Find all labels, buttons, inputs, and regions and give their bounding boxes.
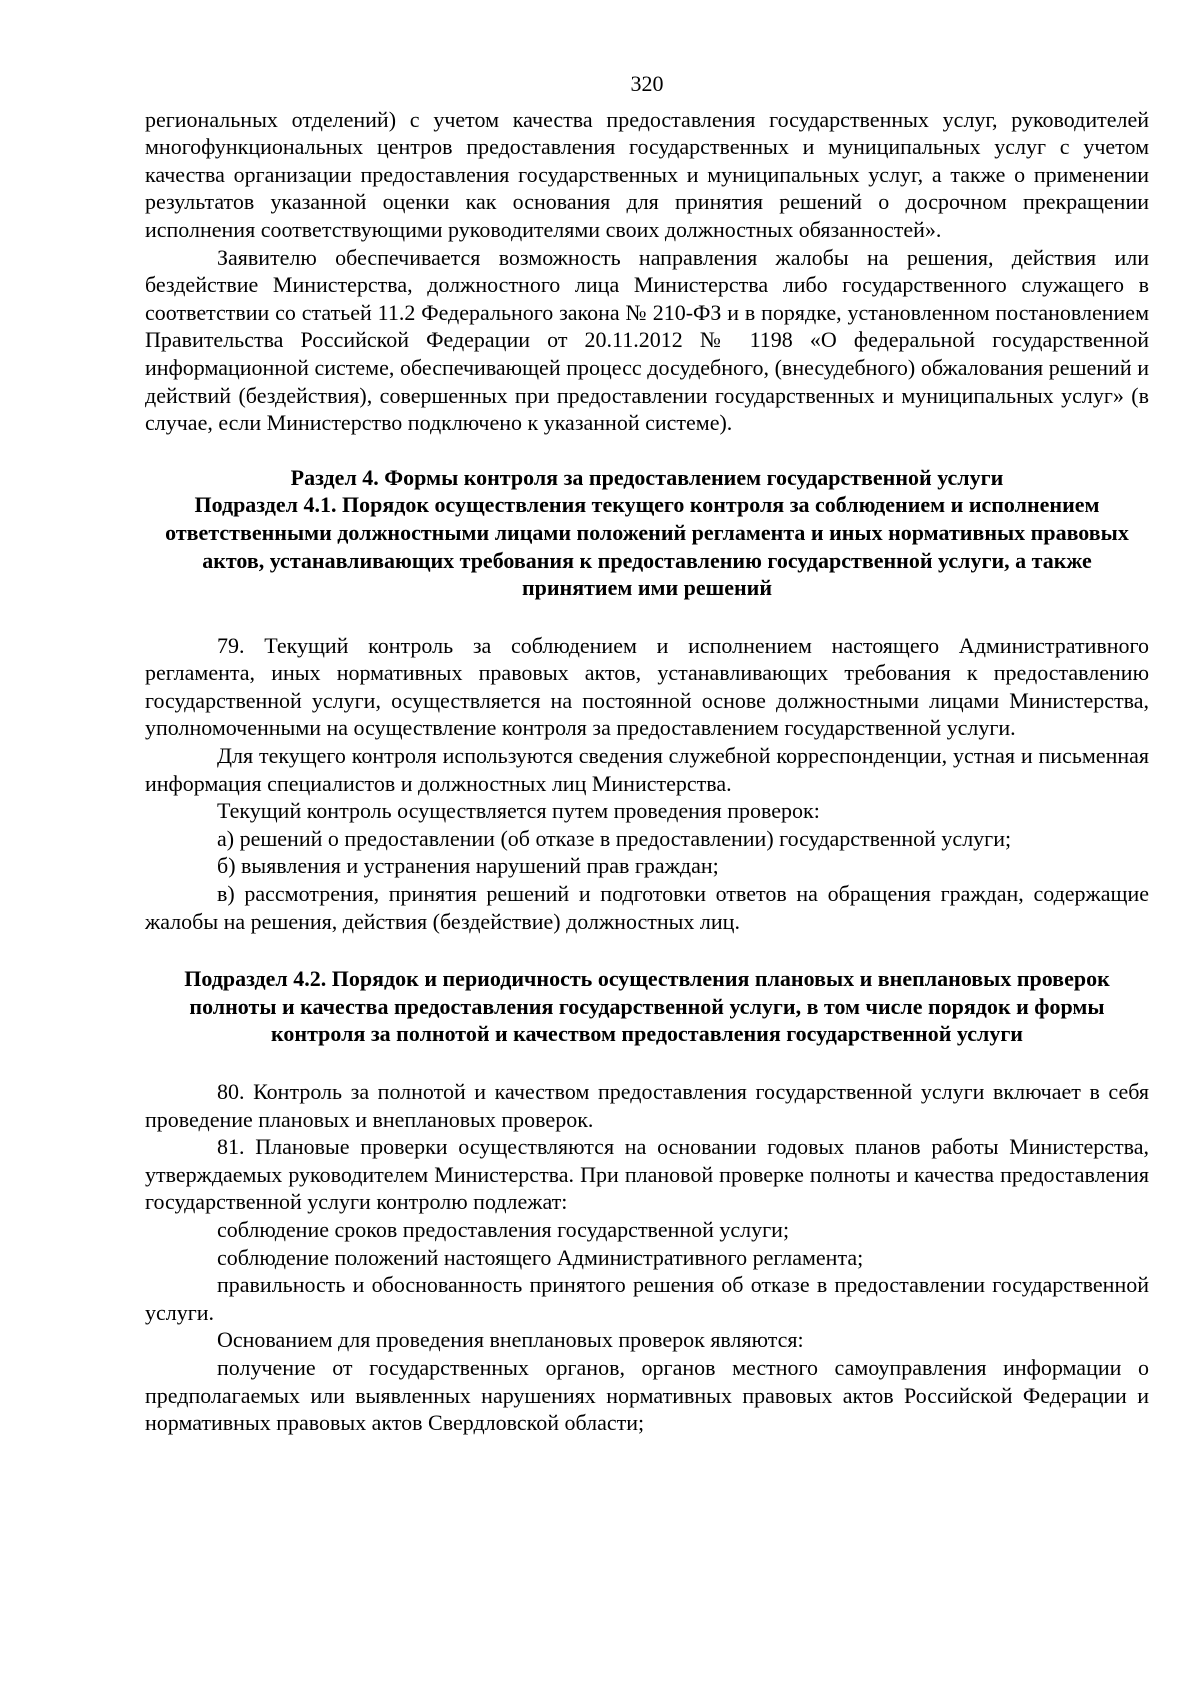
list-item: в) рассмотрения, принятия решений и подготовки ответов на обращения граждан, содержащие жалобы на решения, действия (бездействие) должностных лиц. — [145, 881, 1149, 934]
paragraph: Заявителю обеспечивается возможность направления жалобы на решения, действия или бездействие Министерства, должностного лица Министерства либо государственного служащего в соответствии со статьей 11.2 Федерального закона № 210-ФЗ и в порядке, установленном постановлением Правительства Российской Федерации от 20.11.2012 № 1198 «О федеральной государственной информационной системе, обеспечивающей процесс досудебного, (внесудебного) обжалования решений и действий (бездействия), совершенных при предоставлении государственных и муниципальных услуг» (в случае, если Министерство подключено к указанной системе). — [145, 244, 1149, 436]
paragraph: 80. Контроль за полнотой и качеством предоставления государственной услуги включает в себя проведение плановых и внеплановых проверок. — [145, 1079, 1149, 1132]
list-item: соблюдение сроков предоставления государственной услуги; — [217, 1216, 790, 1242]
list-item: правильность и обоснованность принятого решения об отказе в предоставлении государственной услуги. — [145, 1272, 1149, 1325]
paragraph: Текущий контроль осуществляется путем проведения проверок: — [217, 798, 820, 824]
paragraph: Для текущего контроля используются сведения служебной корреспонденции, устная и письменная информация специалистов и должностных лиц Министерства. — [145, 743, 1149, 796]
list-item: б) выявления и устранения нарушений прав граждан; — [217, 853, 719, 879]
section-heading — [145, 464, 1149, 602]
paragraph: 81. Плановые проверки осуществляются на основании годовых планов работы Министерства, утверждаемых руководителем Министерства. При плановой проверке полноты и качества предоставления государственной услуги контролю подлежат: — [145, 1134, 1149, 1215]
list-item: получение от государственных органов, органов местного самоуправления информации о предполагаемых или выявленных нарушениях нормативных правовых актов Российской Федерации и нормативных правовых актов Свердловской области; — [145, 1354, 1149, 1436]
paragraph: региональных отделений) с учетом качества предоставления государственных услуг, руководителей многофункциональных центров предоставления государственных и муниципальных услуг с учетом качества организации предоставления государственных и муниципальных услуг, а также о применении результатов указанной оценки как основания для принятия решений о досрочном прекращении исполнения соответствующими руководителями своих должностных обязанностей». — [145, 106, 1149, 242]
list-item: соблюдение положений настоящего Административного регламента; — [217, 1244, 864, 1270]
paragraph: Основанием для проведения внеплановых проверок являются: — [217, 1327, 804, 1353]
page-number: 320 — [630, 71, 664, 96]
paragraph: 79. Текущий контроль за соблюдением и исполнением настоящего Административного регламента, иных нормативных правовых актов, устанавливающих требования к предоставлению государственной услуги, осуществляется на постоянной основе должностными лицами Министерства, уполномоченными на осуществление контроля за предоставлением государственной услуги. — [145, 632, 1149, 741]
section-title: Раздел 4. Формы контроля за предоставлением государственной услуги — [290, 464, 1004, 490]
subsection-title: Подраздел 4.2. Порядок и периодичность осуществления плановых и внеплановых проверок полноты и качества предоставления государственной услуги, в том числе порядок и формы контроля за полнотой и качеством предоставления государственной услуги — [184, 966, 1110, 1047]
list-item: а) решений о предоставлении (об отказе в предоставлении) государственной услуги; — [217, 825, 1012, 851]
subsection-heading — [145, 965, 1149, 1048]
document-page — [145, 70, 1149, 1437]
subsection-title: Подраздел 4.1. Порядок осуществления текущего контроля за соблюдением и исполнением ответственными должностными лицами положений регламента и иных нормативных правовых актов, устанавливающих требования к предоставлению государственной услуги, а также принятием ими решений — [165, 492, 1129, 601]
